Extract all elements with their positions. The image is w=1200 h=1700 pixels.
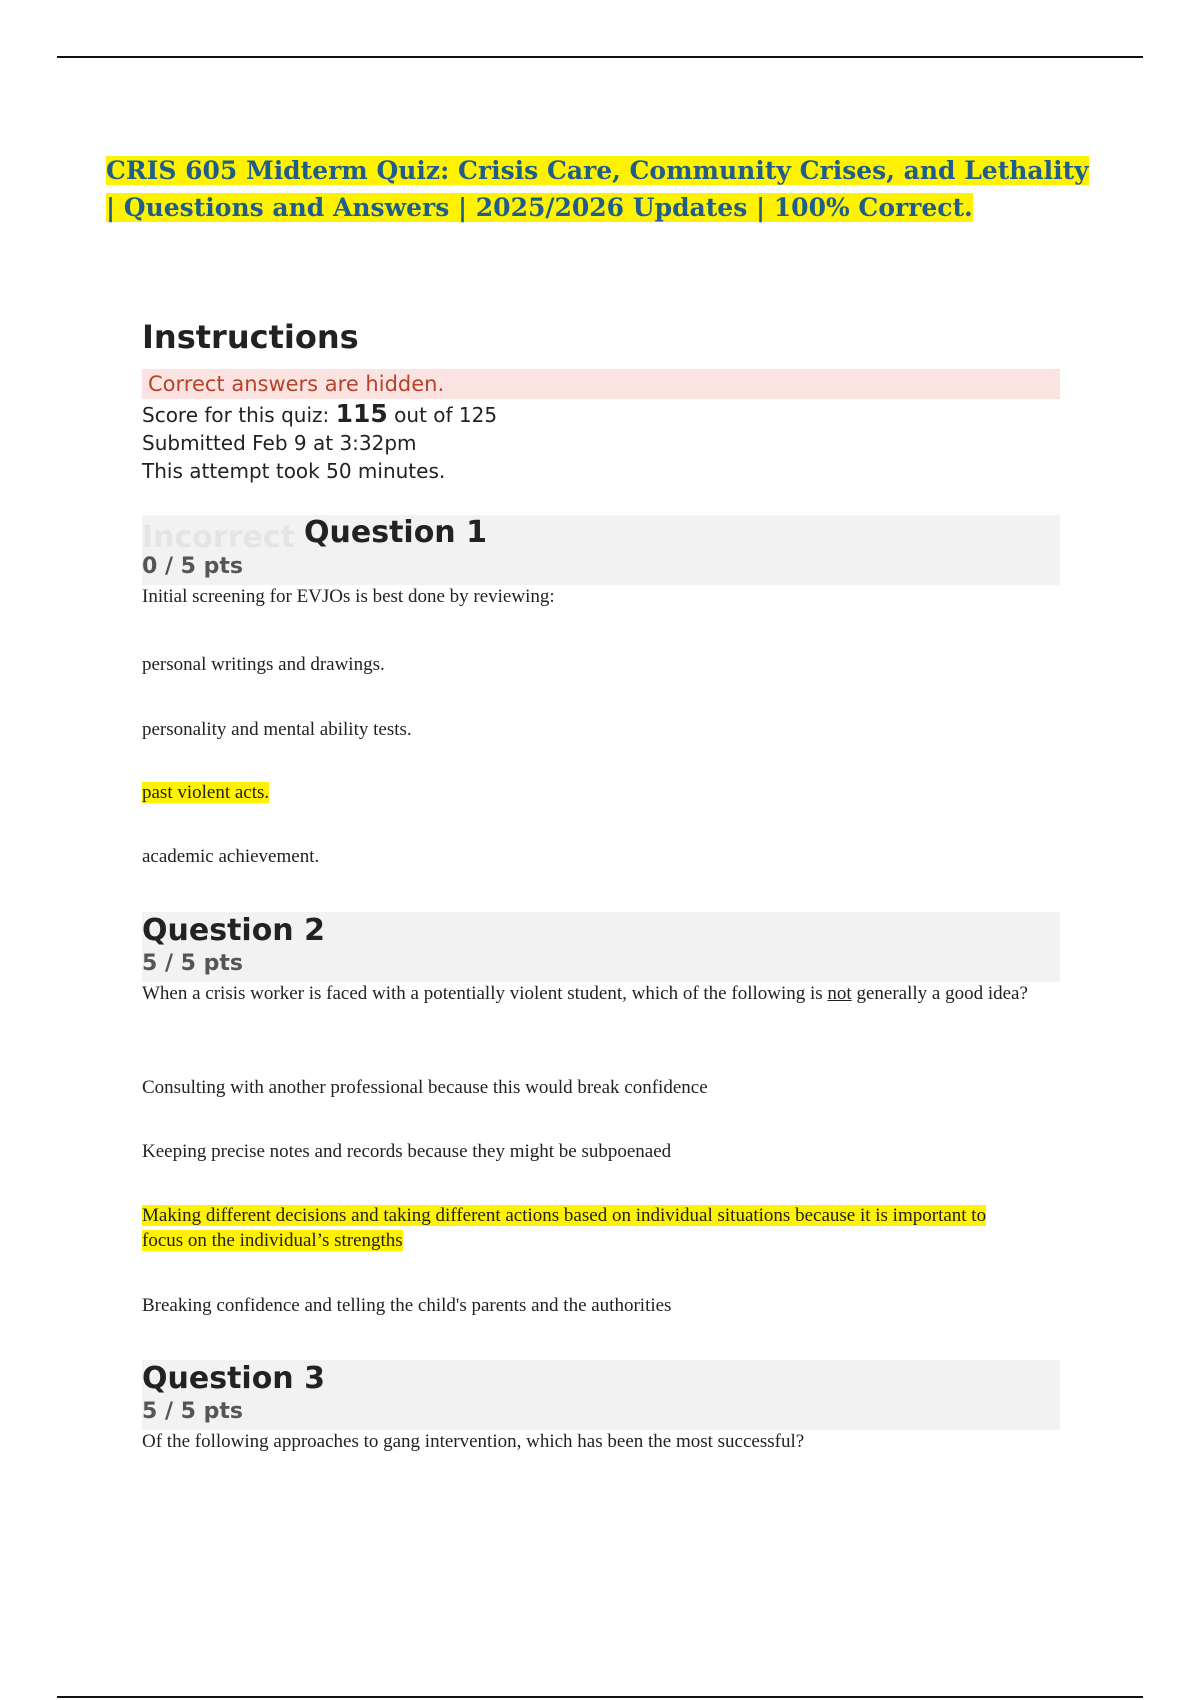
bottom-rule [57, 1696, 1143, 1698]
question-3-header [142, 1360, 1060, 1430]
q2-answer-3: Making different decisions and taking different actions based on individual situations because it is important to focus on the individual’s strengths [142, 1205, 987, 1251]
score-line: Score for this quiz: 115 out of 125 [142, 399, 498, 428]
q1-answer-4: academic achievement. [142, 846, 320, 867]
q1-answer-1: personal writings and drawings. [142, 654, 385, 675]
question-1-header [142, 515, 1060, 585]
question-2-text: When a crisis worker is faced with a potentially violent student, which of the following is not generally a good idea? [142, 983, 1028, 1004]
question-1-title: Question 1 [304, 515, 487, 550]
question-2-points: 5 / 5 pts [142, 951, 243, 976]
submitted-line: Submitted Feb 9 at 3:32pm [142, 431, 417, 455]
question-2-header [142, 912, 1060, 982]
duration-line: This attempt took 50 minutes. [142, 459, 446, 483]
question-3-title: Question 3 [142, 1361, 325, 1396]
question-1-text: Initial screening for EVJOs is best done by reviewing: [142, 586, 555, 607]
q1-answer-3: past violent acts. [142, 782, 270, 803]
incorrect-tag: Incorrect [142, 520, 295, 555]
document-title: CRIS 605 Midterm Quiz: Crisis Care, Community Crises, and Lethality | Questions and Answers | 2025/2026 Updates | 100% Correct. [106, 156, 1089, 222]
question-3-points: 5 / 5 pts [142, 1399, 243, 1424]
question-3-text: Of the following approaches to gang intervention, which has been the most successful? [142, 1431, 805, 1452]
q2-answer-1: Consulting with another professional because this would break confidence [142, 1077, 708, 1098]
question-1-points: 0 / 5 pts [142, 554, 243, 579]
instructions-heading: Instructions [142, 318, 359, 356]
q1-answer-2: personality and mental ability tests. [142, 719, 412, 740]
top-rule [57, 56, 1143, 58]
score-value: 115 [335, 399, 388, 428]
q2-answer-2: Keeping precise notes and records because they might be subpoenaed [142, 1141, 672, 1162]
question-2-title: Question 2 [142, 913, 325, 948]
answers-hidden-notice: Correct answers are hidden. [142, 369, 1060, 399]
q2-answer-4: Breaking confidence and telling the child's parents and the authorities [142, 1295, 672, 1316]
quiz-meta [142, 400, 497, 485]
